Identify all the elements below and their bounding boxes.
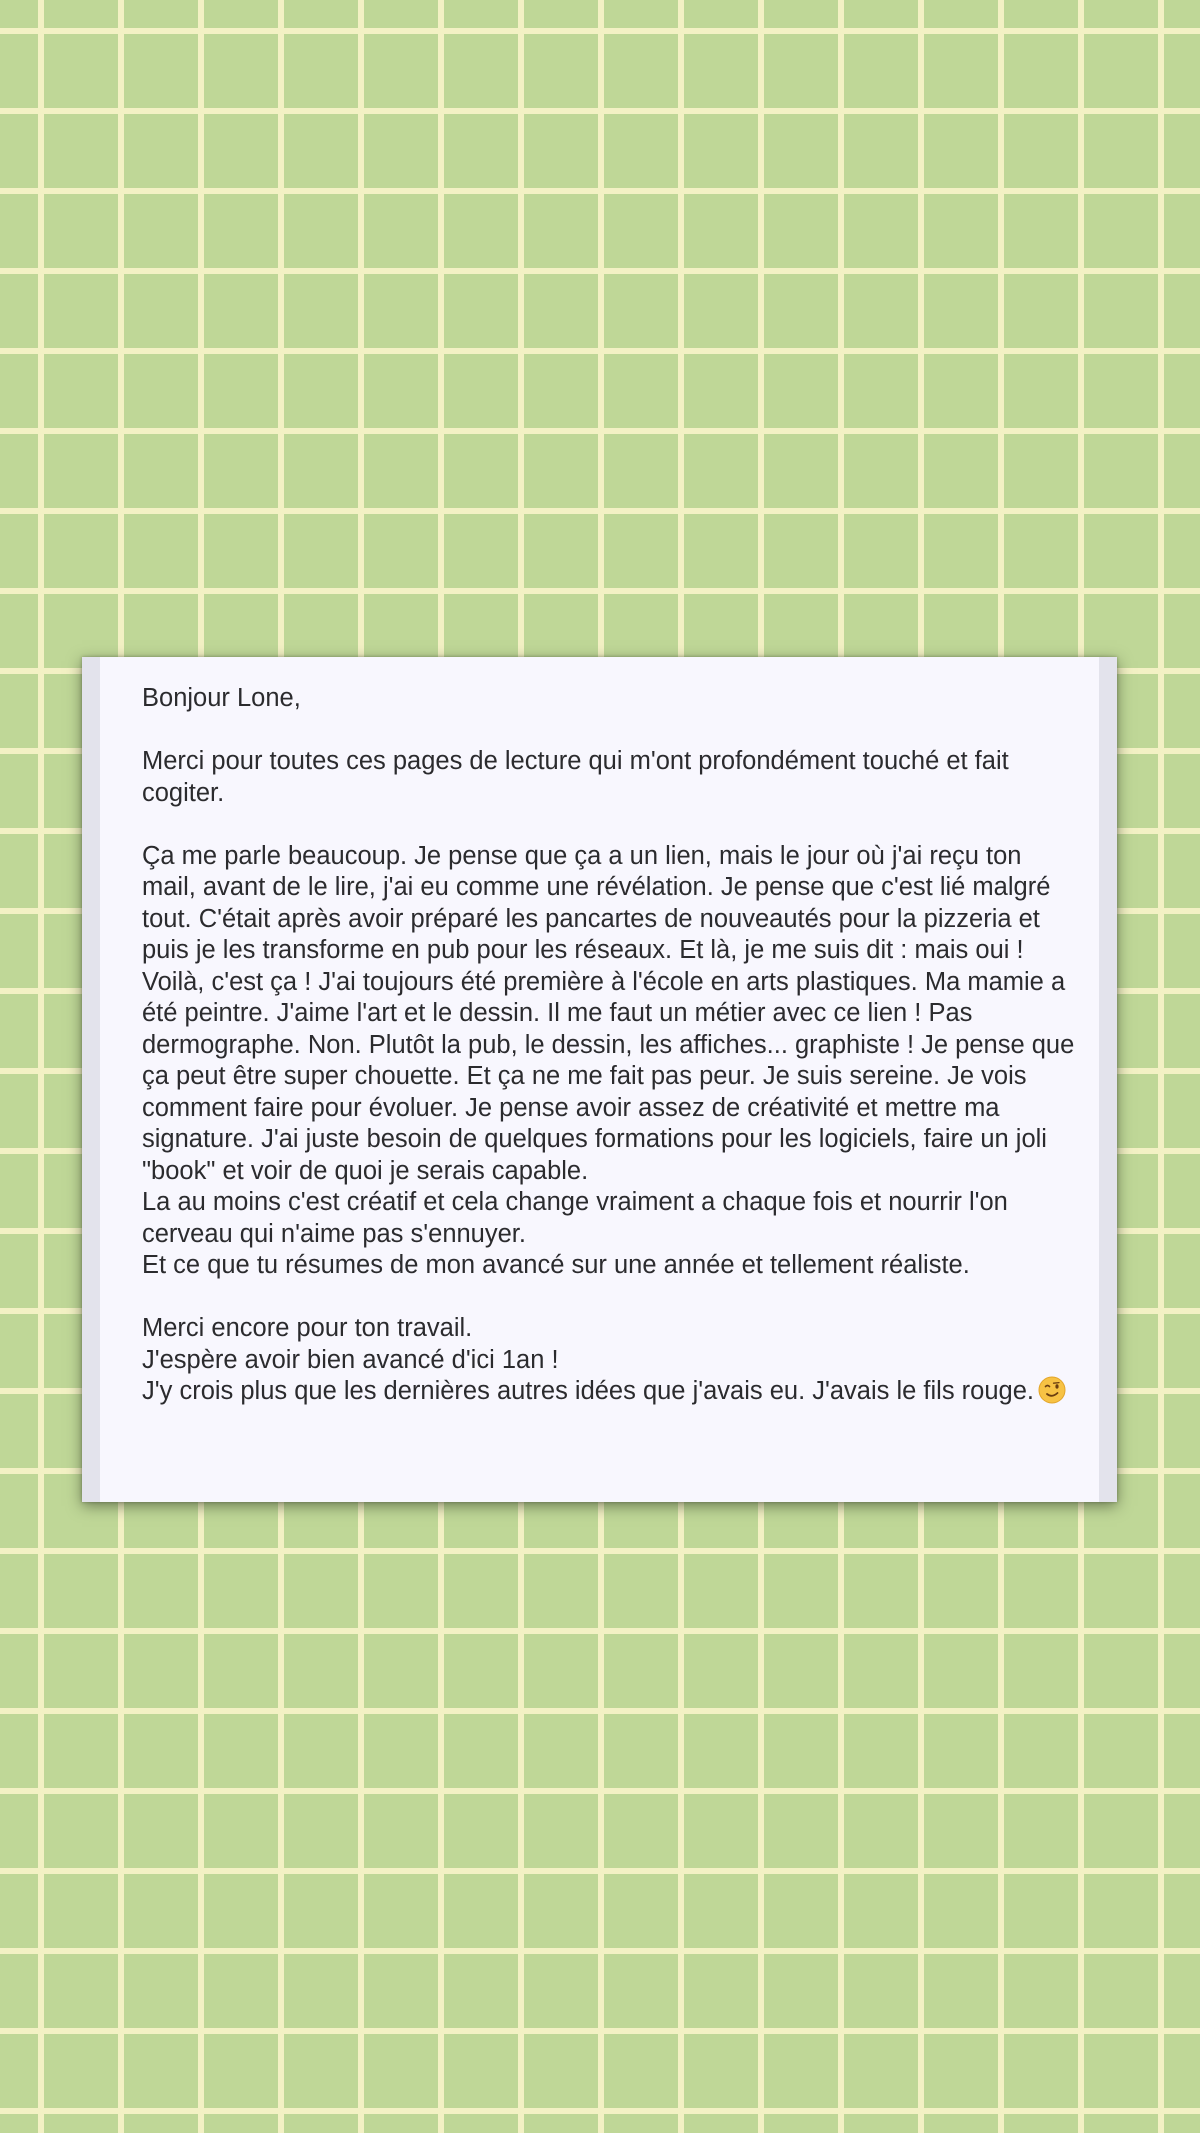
- letter-closing-text: J'y crois plus que les dernières autres idées que j'avais eu. J'avais le fils rouge.: [142, 1377, 1034, 1405]
- letter-paragraph: La au moins c'est créatif et cela change vraiment a chaque fois et nourrir l'on cerveau qui n'aime pas s'ennuyer.: [142, 1188, 1008, 1248]
- winking-face-icon: [1038, 1376, 1066, 1404]
- letter-closing: Merci encore pour ton travail.: [142, 1314, 473, 1342]
- letter-card: [82, 657, 1117, 1502]
- letter-greeting: Bonjour Lone,: [142, 684, 301, 712]
- letter-closing: [142, 1376, 1077, 1408]
- letter-body: [142, 683, 1077, 1408]
- card-left-margin: [82, 657, 100, 1502]
- card-right-margin: [1099, 657, 1117, 1502]
- letter-paragraph: Ça me parle beaucoup. Je pense que ça a un lien, mais le jour où j'ai reçu ton mail, avant de le lire, j'ai eu comme une révélation. Je pense que c'est lié malgré tout. C'était après avoir préparé les pancartes de nouveautés pour la pizzeria et puis je les transforme en pub pour les réseaux. Et là, je me suis dit : mais oui ! Voilà, c'est ça ! J'ai toujours été première à l'école en arts plastiques. Ma mamie a été peintre. J'aime l'art et le dessin. Il me faut un métier avec ce lien ! Pas dermographe. Non. Plutôt la pub, le dessin, les affiches... graphiste ! Je pense que ça peut être super chouette. Et ça ne me fait pas peur. Je suis sereine. Je vois comment faire pour évoluer. Je pense avoir assez de créativité et mettre ma signature. J'ai juste besoin de quelques formations pour les logiciels, faire un joli "book" et voir de quoi je serais capable.: [142, 841, 1075, 1185]
- letter-paragraph: Et ce que tu résumes de mon avancé sur une année et tellement réaliste.: [142, 1251, 970, 1279]
- letter-closing: J'espère avoir bien avancé d'ici 1an !: [142, 1345, 559, 1374]
- letter-paragraph: Merci pour toutes ces pages de lecture qui m'ont profondément touché et fait cogiter.: [142, 747, 1009, 807]
